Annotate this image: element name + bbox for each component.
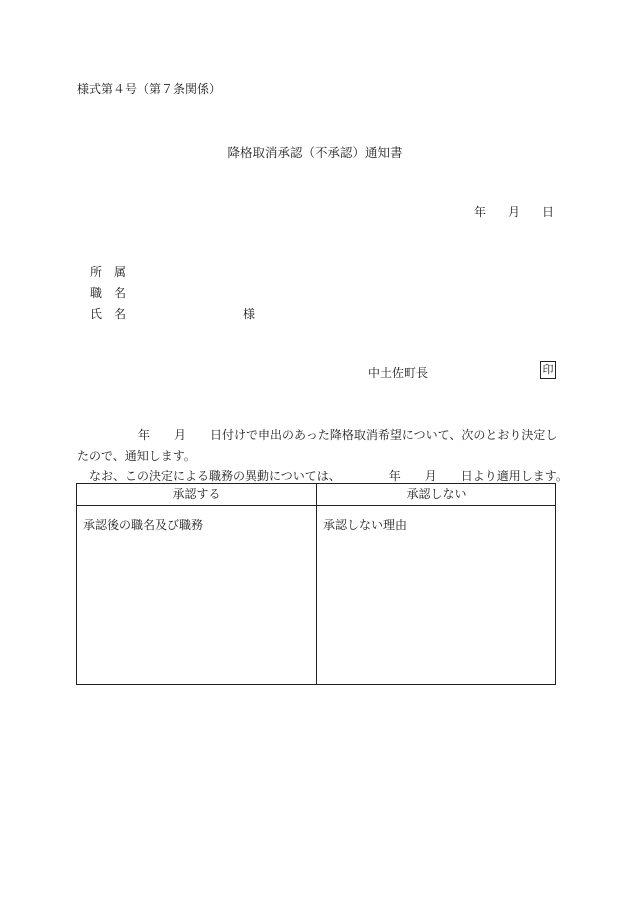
approve-header: 承認する: [172, 487, 221, 501]
body-line-2: たので、通知します。: [77, 449, 196, 463]
issuer-title: 中土佐町長: [368, 366, 429, 380]
body-line-3: [89, 467, 568, 484]
disapprove-cell-label: 承認しない理由: [323, 518, 408, 532]
body-year-label: 年: [138, 428, 151, 442]
position-label: 職 名: [90, 286, 127, 300]
form-number: 様式第４号（第７条関係）: [77, 82, 222, 96]
body-month-label: 月: [174, 428, 187, 442]
date-month-label: 月: [508, 205, 521, 219]
seal-mark: 印: [540, 361, 556, 379]
honorific: 様: [243, 307, 256, 321]
approve-cell-label: 承認後の職名及び職務: [83, 518, 204, 532]
table-divider: [316, 484, 317, 684]
disapprove-header: 承認しない: [406, 487, 467, 501]
page-title: 降格取消承認（不承認）通知書: [227, 145, 403, 160]
name-label: 氏 名: [90, 307, 127, 321]
affiliation-label: 所 属: [90, 265, 127, 279]
body-line-1: [138, 426, 557, 443]
body-line-3-text: なお、この決定による職務の異動については、: [89, 469, 341, 483]
effective-month-label: 月: [424, 469, 437, 483]
date-day-label: 日: [542, 205, 555, 219]
date-line: [474, 203, 554, 220]
body-line-3-end: 日より適用します。: [460, 469, 568, 483]
effective-year-label: 年: [388, 469, 401, 483]
decision-table: [76, 483, 556, 685]
body-line-1-text: 日付けで申出のあった降格取消希望について、次のとおり決定し: [210, 428, 558, 442]
date-year-label: 年: [474, 205, 487, 219]
